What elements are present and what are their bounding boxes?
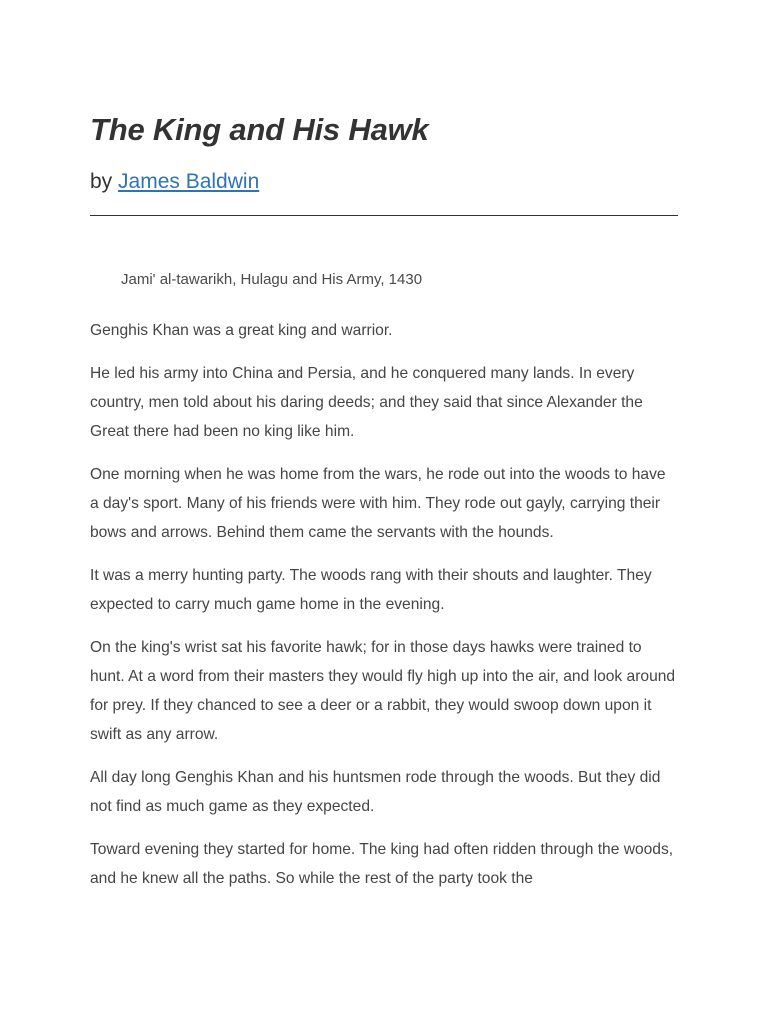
paragraph: One morning when he was home from the wars, he rode out into the woods to have a day's sport. Many of his friends were with him. They rode out gayly, carrying their bows and arrows. Behind them came the servants with the hounds. xyxy=(90,466,666,541)
author-link[interactable]: James Baldwin xyxy=(118,170,260,193)
paragraph: It was a merry hunting party. The woods rang with their shouts and laughter. They expected to carry much game home in the evening. xyxy=(90,567,652,613)
paragraph: All day long Genghis Khan and his huntsmen rode through the woods. But they did not find as much game as they expected. xyxy=(90,769,661,815)
title-divider xyxy=(90,215,678,216)
paragraph: On the king's wrist sat his favorite hawk; for in those days hawks were trained to hunt. At a word from their masters they would fly high up into the air, and look around for prey. If they chanced to see a deer or a rabbit, they would swoop down upon it swift as any arrow. xyxy=(90,639,676,743)
paragraph: Toward evening they started for home. The king had often ridden through the woods, and he knew all the paths. So while the rest of the party took the xyxy=(90,841,674,887)
byline-prefix: by xyxy=(90,170,119,193)
byline xyxy=(90,170,259,194)
paragraph: He led his army into China and Persia, and he conquered many lands. In every country, men told about his daring deeds; and they said that since Alexander the Great there had been no king like him. xyxy=(90,365,643,440)
article-body xyxy=(90,316,678,907)
article-title: The King and His Hawk xyxy=(90,112,429,147)
paragraph: Genghis Khan was a great king and warrior. xyxy=(90,322,393,339)
image-caption: Jami' al-tawarikh, Hulagu and His Army, 1430 xyxy=(121,271,423,288)
